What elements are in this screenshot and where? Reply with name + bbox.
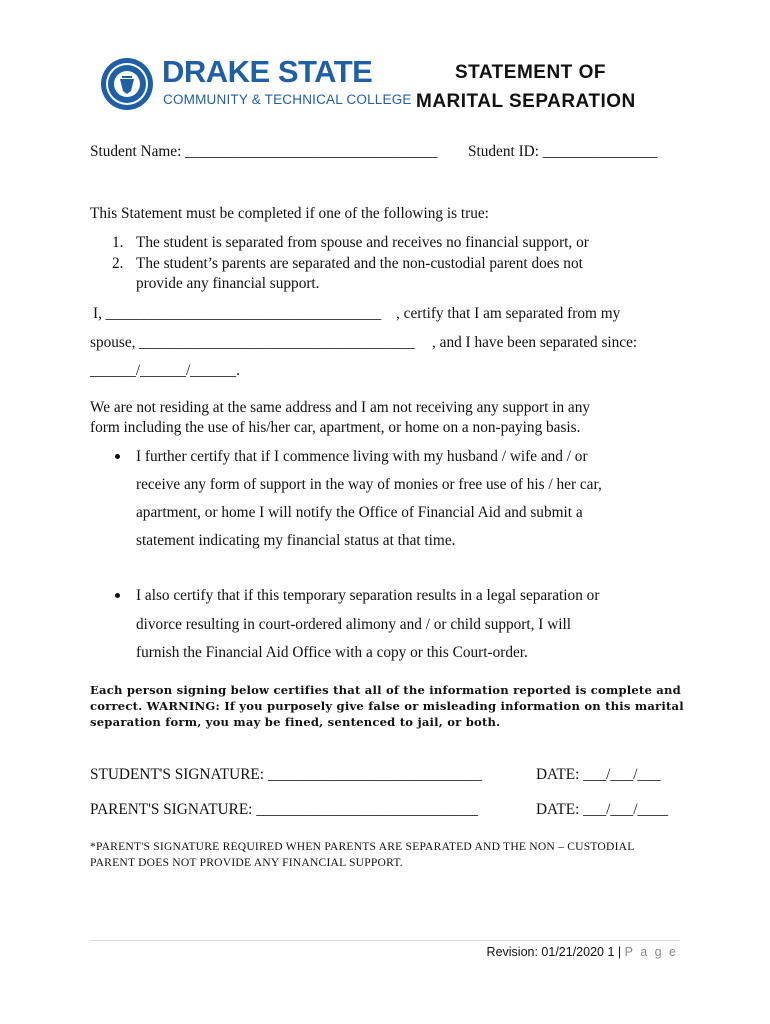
student-date-field[interactable]: DATE: ___/___/___ [536, 766, 661, 783]
footer-divider [90, 940, 680, 941]
bullet1-line1: I further certify that if I commence living with my husband / wife and / or [136, 448, 588, 465]
certify-text-1: , certify that I am separated from my [396, 305, 621, 322]
certify-name-field[interactable]: I, ____________________________________ [93, 305, 382, 322]
residing-line1: We are not residing at the same address and I am not receiving any support in any [90, 399, 591, 416]
student-name-field[interactable]: Student Name: _________________________________ [90, 143, 438, 160]
separation-date-field[interactable]: ______/______/______. [90, 362, 240, 379]
note-line1: *PARENT'S SIGNATURE REQUIRED WHEN PARENTS ARE SEPARATED AND THE NON – CUSTODIAL [90, 840, 635, 853]
parent-date-field[interactable]: DATE: ___/___/____ [536, 801, 669, 818]
student-id-field[interactable]: Student ID: _______________ [468, 143, 658, 160]
bullet-icon [115, 454, 120, 459]
condition-1: The student is separated from spouse and receives no financial support, or [136, 234, 589, 251]
bullet1-line4: statement indicating my financial status at that time. [136, 532, 456, 549]
bullet2-line2: divorce resulting in court-ordered alimony and / or child support, I will [136, 616, 572, 633]
college-name: DRAKE STATE [162, 54, 373, 89]
bullet1-line2: receive any form of support in the way of monies or free use of his / her car, [136, 476, 602, 493]
certify-text-2: , and I have been separated since: [432, 334, 638, 351]
bullet2-line1: I also certify that if this temporary separation results in a legal separation or [136, 587, 600, 604]
document-title-line1: STATEMENT OF [455, 62, 606, 83]
warning-line3: separation form, you may be fined, sentenced to jail, or both. [90, 715, 501, 729]
footer-page-word: P a g e [624, 945, 678, 959]
college-seal-logo [100, 57, 154, 111]
condition-number-2: 2. [112, 255, 124, 272]
condition-number-1: 1. [112, 234, 124, 251]
condition-2-line1: The student’s parents are separated and the non-custodial parent does not [136, 255, 583, 272]
footer-revision: Revision: 01/21/2020 1 | [486, 945, 625, 959]
bullet2-line3: furnish the Financial Aid Office with a copy or this Court-order. [136, 644, 528, 661]
residing-line2: form including the use of his/her car, apartment, or home on a non-paying basis. [90, 419, 581, 436]
document-title-line2: MARITAL SEPARATION [416, 91, 636, 112]
student-signature-field[interactable]: STUDENT'S SIGNATURE: ____________________________ [90, 766, 482, 783]
intro-text: This Statement must be completed if one of the following is true: [90, 205, 489, 222]
warning-line2: correct. WARNING: If you purposely give false or misleading information on this marital [90, 699, 684, 713]
bullet1-line3: apartment, or home I will notify the Office of Financial Aid and submit a [136, 504, 583, 521]
parent-signature-field[interactable]: PARENT'S SIGNATURE: _____________________________ [90, 801, 479, 818]
page-footer [487, 945, 678, 959]
condition-2-line2: provide any financial support. [136, 275, 320, 292]
college-subtitle: COMMUNITY & TECHNICAL COLLEGE [163, 92, 412, 107]
note-line2: PARENT DOES NOT PROVIDE ANY FINANCIAL SUPPORT. [90, 856, 403, 869]
spouse-name-field[interactable]: spouse, ____________________________________ [90, 334, 415, 351]
warning-line1: Each person signing below certifies that all of the information reported is complete and [90, 683, 681, 697]
bullet-icon [115, 593, 120, 598]
